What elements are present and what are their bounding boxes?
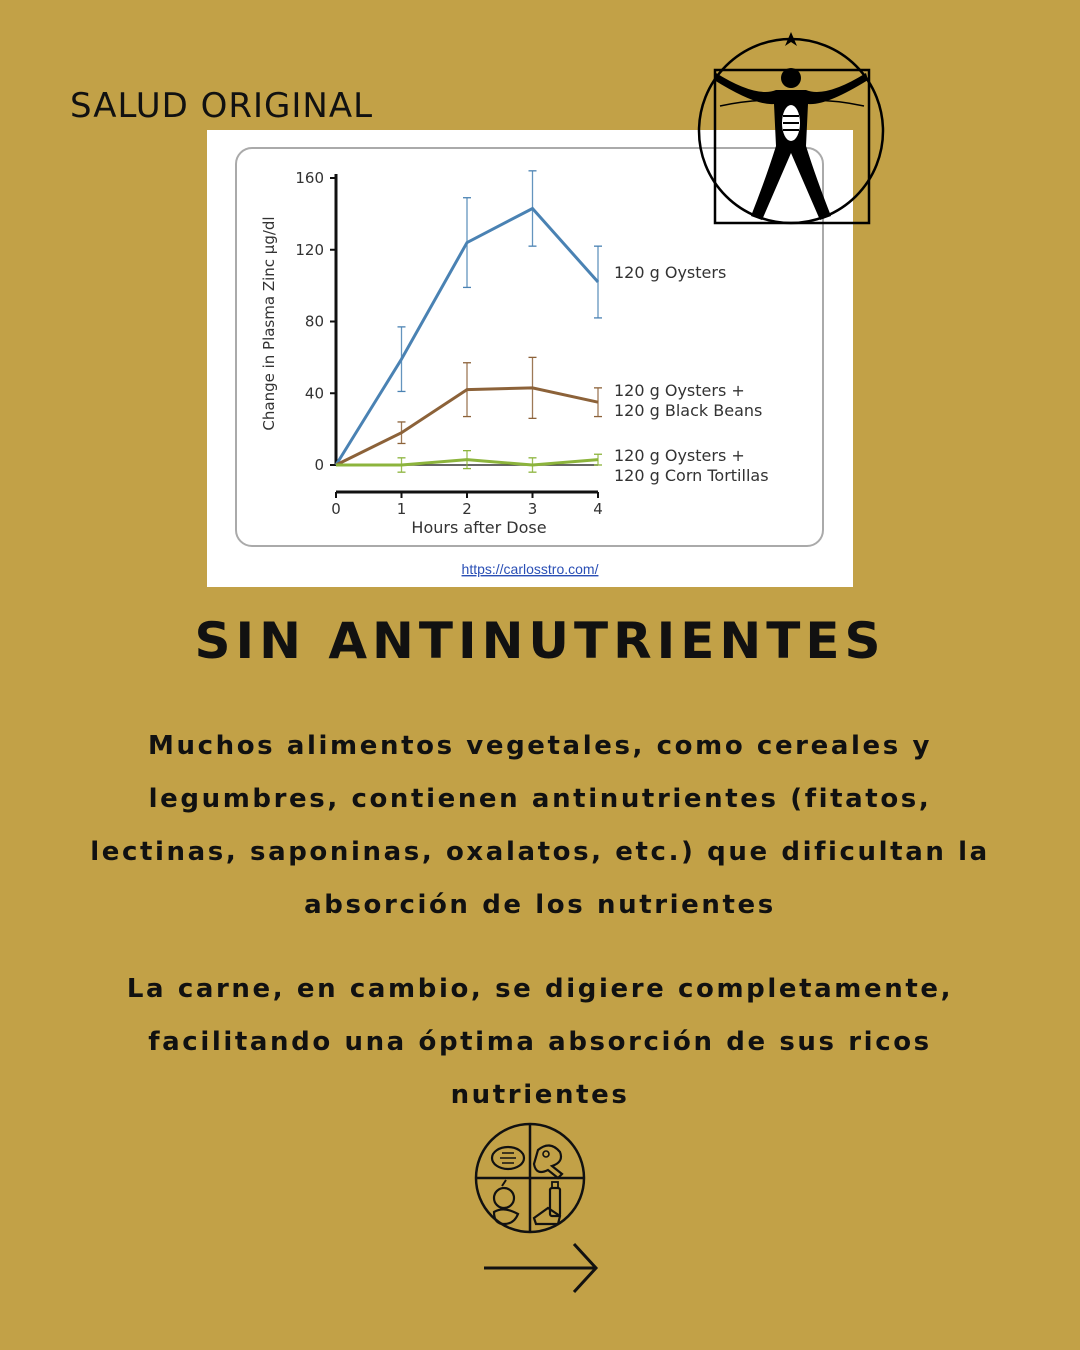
y-tick-label: 120 <box>295 240 324 259</box>
x-tick-label: 2 <box>462 500 472 518</box>
series-label-line: 120 g Oysters + <box>614 446 745 465</box>
y-axis-label: Change in Plasma Zinc µg/dl <box>260 216 278 431</box>
paragraph-antinutrients: Muchos alimentos vegetales, como cereales y legumbres, contienen antinutrientes (fitatos, lectinas, saponinas, oxalatos, etc.) que dificultan la absorción de los nutrientes <box>90 731 990 920</box>
y-tick-label: 0 <box>314 456 324 474</box>
series-label-line: 120 g Corn Tortillas <box>614 466 769 485</box>
series-label-0 <box>614 263 726 282</box>
y-tick-label: 80 <box>304 312 324 331</box>
arrow-right-icon[interactable] <box>482 1238 602 1298</box>
x-tick-label: 4 <box>593 500 603 518</box>
vitruvian-man-logo <box>696 28 886 228</box>
series-label-line: 120 g Oysters <box>614 263 727 283</box>
series-label-line: 120 g Oysters + <box>614 381 745 401</box>
paragraph-meat: La carne, en cambio, se digiere completamente, facilitando una óptima absorción de sus ricos nutrientes <box>126 974 954 1110</box>
x-tick-label: 3 <box>527 500 538 518</box>
x-tick-label: 1 <box>396 500 407 518</box>
y-tick-label: 160 <box>295 169 324 187</box>
chart-source-link[interactable]: https://carlosstro.com/ <box>461 561 599 577</box>
x-tick-label: 0 <box>331 500 341 518</box>
y-tick-label: 40 <box>304 384 324 403</box>
brand-name: SALUD ORIGINAL <box>70 86 374 126</box>
series-label-1 <box>614 381 762 420</box>
page-title: SIN ANTINUTRIENTES <box>194 612 886 670</box>
x-axis-label: Hours after Dose <box>411 518 547 537</box>
series-label-line: 120 g Black Beans <box>614 401 763 421</box>
food-groups-icon <box>472 1120 588 1236</box>
